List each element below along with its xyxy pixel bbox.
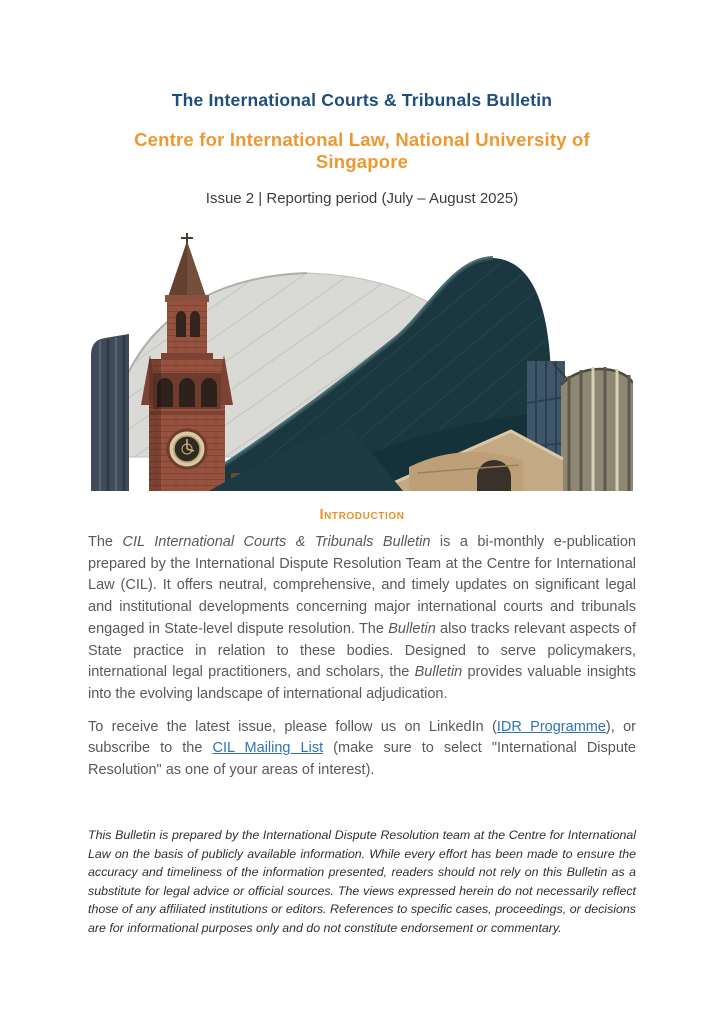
text-segment: also tracks relevant aspects of State practice in relation to these bodies. Designed to serve policymakers, international legal practitioners, and scholars, the bbox=[88, 620, 636, 681]
intro-paragraph-1 bbox=[88, 532, 636, 706]
page-title: The International Courts & Tribunals Bulletin bbox=[171, 90, 553, 110]
introduction-heading: Introduction bbox=[319, 507, 405, 523]
hero-image-court-buildings bbox=[91, 233, 633, 491]
text-segment: The bbox=[88, 534, 123, 550]
issue-reporting-period: Issue 2 | Reporting period (July – August 2025) bbox=[205, 190, 519, 207]
text-segment: ), or subscribe to the bbox=[88, 718, 636, 757]
bulletin-italic: Bulletin bbox=[388, 620, 436, 637]
glass-facade-left bbox=[91, 334, 129, 491]
cil-mailing-list-link[interactable]: CIL Mailing List bbox=[212, 740, 324, 757]
bulletin-name-italic: CIL International Courts & Tribunals Bulletin bbox=[122, 534, 431, 550]
rounded-stone-facade bbox=[553, 363, 633, 491]
clock-tower bbox=[141, 233, 233, 491]
text-segment: (make sure to select "International Dispute Resolution" as one of your areas of interest). bbox=[88, 740, 636, 779]
intro-paragraph-2 bbox=[88, 717, 636, 782]
page-subtitle: Centre for International Law, National University of Singapore bbox=[134, 129, 590, 172]
idr-programme-link[interactable]: IDR Programme bbox=[496, 718, 606, 735]
text-segment: provides valuable insights into the evolving landscape of international adjudication. bbox=[88, 664, 636, 702]
disclaimer-text: This Bulletin is prepared by the International Dispute Resolution team at the Centre for International Law on the basis of publicly available information. While every effort has been made to ensure the accuracy and timeliness of the information presented, readers should not rely on this Bulletin as a substitute for legal advice or official sources. The views expressed herein do not necessarily reflect those of any affiliated institutions or editors. References to specific cases, proceedings, or decisions are for informational purposes only and do not constitute endorsement or commentary. bbox=[88, 828, 636, 935]
text-segment: To receive the latest issue, please follow us on LinkedIn ( bbox=[88, 718, 497, 735]
text-segment: is a bi-monthly e-publication prepared by the International Dispute Resolution Team at the Centre for International Law (CIL). It offers neutral, comprehensive, and timely updates on significant legal and institutional developments concerning major international courts and tribunals engaged in State-level dispute resolution. The bbox=[88, 534, 636, 637]
bulletin-italic: Bulletin bbox=[414, 664, 463, 681]
